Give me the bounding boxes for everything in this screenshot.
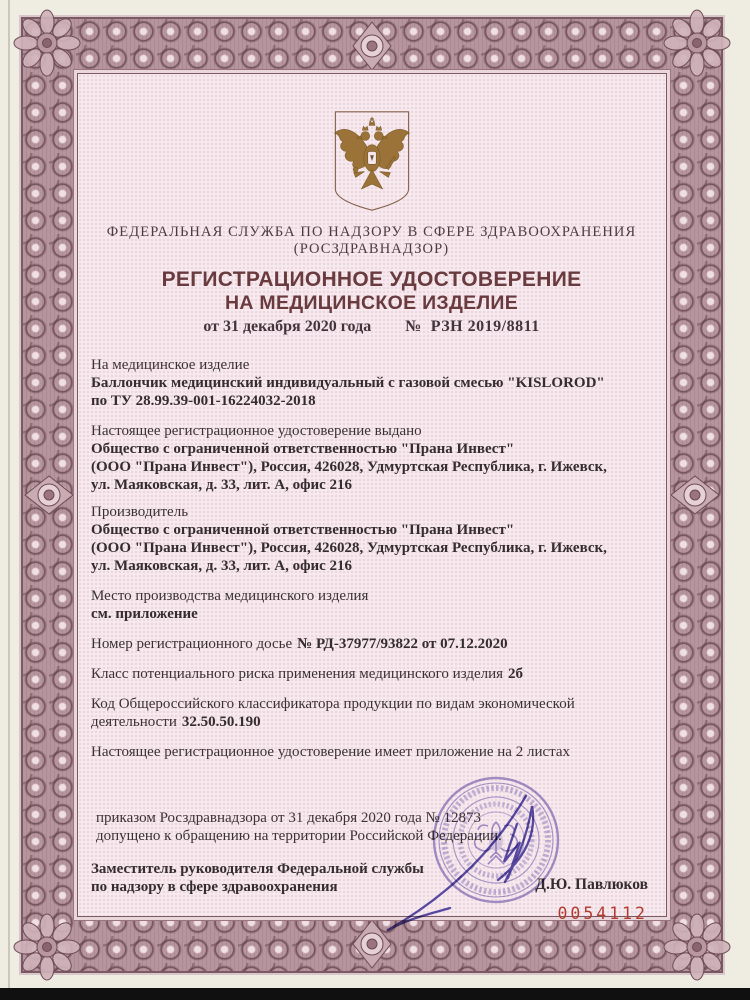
field-label: На медицинское изделие [91, 357, 250, 373]
signer-position [91, 860, 424, 896]
agency-line2: (РОСЗДРАВНАДЗОР) [293, 241, 450, 257]
signer-position-line2: по надзору в сфере здравоохранения [91, 879, 338, 895]
border-medallion [349, 918, 395, 970]
scan-crease-line [8, 0, 10, 988]
field-device [91, 356, 652, 410]
field-production-place [91, 587, 652, 623]
border-medallion [349, 20, 395, 72]
field-label: Класс потенциального риска применения медицинского изделия [91, 666, 504, 682]
device-name: Баллончик медицинский индивидуальный с газовой смесью "KISLOROD" [91, 375, 605, 391]
field-attachment-note [91, 743, 652, 761]
corner-rosette-ornament [658, 908, 736, 986]
manufacturer-address2: ул. Маяковская, д. 33, лит. А, офис 216 [91, 558, 353, 574]
corner-rosette-ornament [8, 908, 86, 986]
issued-to-address2: ул. Маяковская, д. 33, лит. А, офис 216 [91, 477, 353, 493]
border-medallion [669, 472, 721, 518]
field-label: Место производства медицинского изделия [91, 588, 369, 604]
issued-to-address1: (ООО "Прана Инвест"), Россия, 426028, Удмуртская Республика, г. Ижевск, [91, 459, 607, 475]
field-manufacturer [91, 503, 652, 575]
order-clause [91, 809, 652, 845]
signature-block [91, 860, 652, 923]
issue-date: от 31 декабря 2020 года [203, 318, 372, 335]
signer-name: Д.Ю. Павлюков [535, 876, 648, 893]
serial-number: 0054112 [557, 904, 648, 923]
title-line2: НА МЕДИЦИНСКОЕ ИЗДЕЛИЕ [224, 292, 519, 314]
okpd-value: 32.50.50.190 [181, 714, 261, 730]
field-okpd [91, 695, 652, 731]
field-label: Номер регистрационного досье [91, 636, 293, 652]
field-risk-class [91, 665, 652, 683]
field-label: Настоящее регистрационное удостоверение выдано [91, 423, 422, 439]
border-medallion [23, 472, 75, 518]
device-tu: по ТУ 28.99.39-001-16224032-2018 [91, 393, 316, 409]
agency-name [91, 224, 652, 258]
state-emblem-double-eagle-icon [328, 108, 416, 214]
production-place-value: см. приложение [91, 606, 198, 622]
issued-to-name: Общество с ограниченной ответственностью "Прана Инвест" [91, 441, 515, 457]
scan-edge-strip [0, 988, 750, 1000]
corner-rosette-ornament [8, 4, 86, 82]
signer-position-line1: Заместитель руководителя Федеральной службы [91, 861, 424, 877]
manufacturer-name: Общество с ограниченной ответственностью "Прана Инвест" [91, 522, 515, 538]
manufacturer-address1: (ООО "Прана Инвест"), Россия, 426028, Удмуртская Республика, г. Ижевск, [91, 540, 607, 556]
dossier-value: № РД-37977/93822 от 07.12.2020 [297, 636, 508, 652]
date-and-number-row [91, 318, 652, 336]
agency-line1: ФЕДЕРАЛЬНАЯ СЛУЖБА ПО НАДЗОРУ В СФЕРЕ ЗДРАВООХРАНЕНИЯ [106, 224, 637, 240]
field-label: деятельности [91, 714, 177, 730]
order-line1: приказом Росздравнадзора от 31 декабря 2020 года № 12873 [96, 810, 482, 826]
registration-number: № РЗН 2019/8811 [405, 318, 540, 335]
risk-class-value: 2б [508, 666, 524, 682]
field-label: Производитель [91, 504, 189, 520]
field-label: Код Общероссийского классификатора продукции по видам экономической [91, 696, 575, 712]
certificate-body [77, 73, 667, 923]
field-dossier [91, 635, 652, 653]
order-line2: допущено к обращению на территории Российской Федерации. [96, 828, 502, 844]
title-line1: РЕГИСТРАЦИОННОЕ УДОСТОВЕРЕНИЕ [161, 268, 582, 291]
field-issued-to [91, 422, 652, 494]
certificate-fields [91, 356, 652, 923]
attachment-note: Настоящее регистрационное удостоверение имеет приложение на 2 листах [91, 744, 571, 760]
certificate-ornate-border [22, 18, 722, 972]
document-title [91, 268, 652, 314]
corner-rosette-ornament [658, 4, 736, 82]
